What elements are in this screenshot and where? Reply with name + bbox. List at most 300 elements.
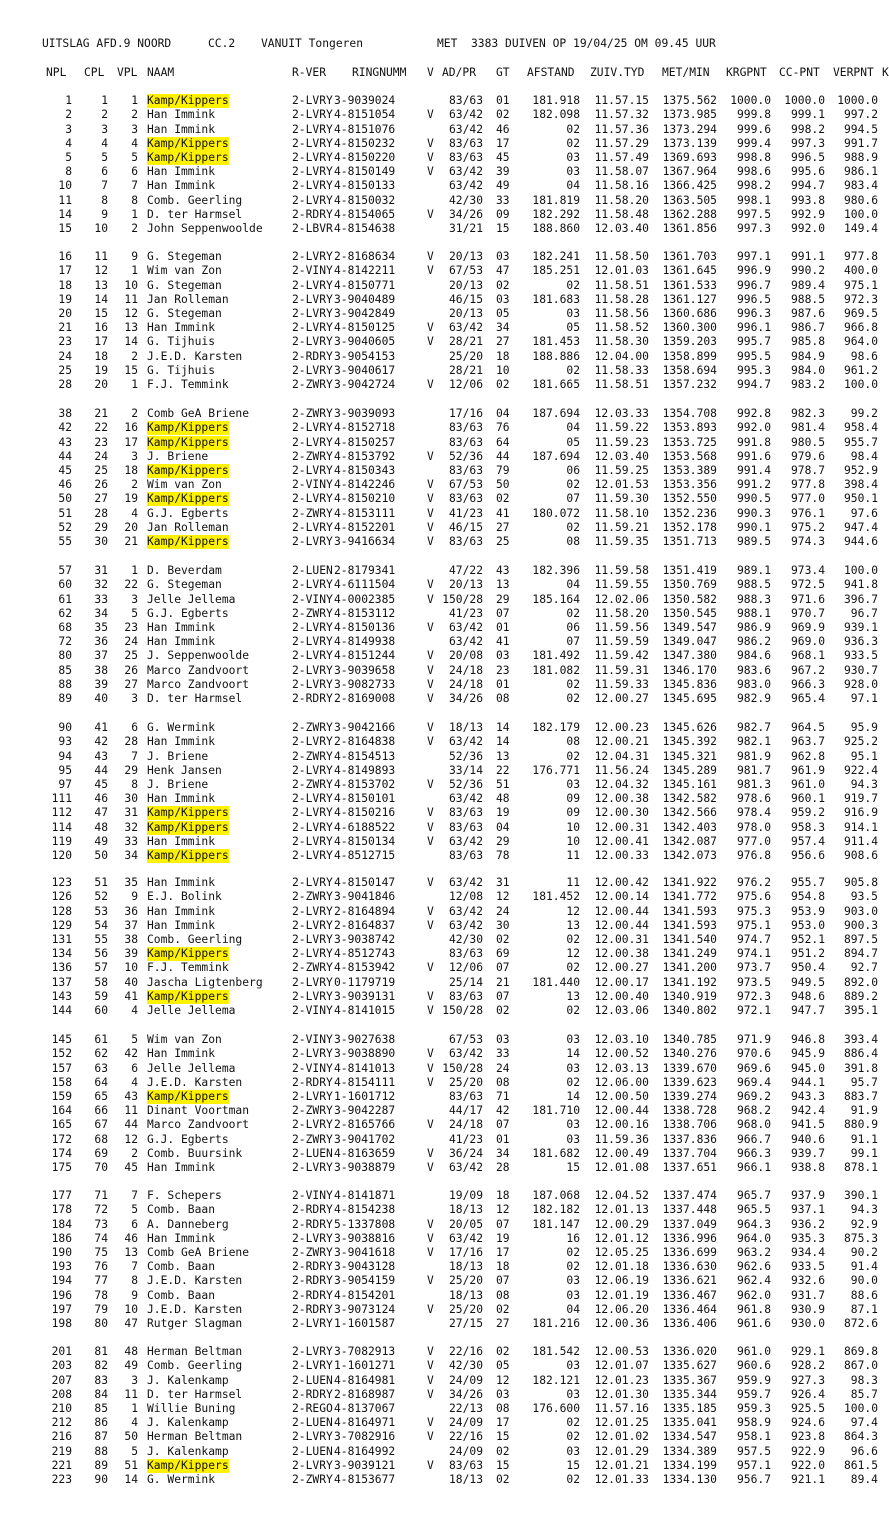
- cell-afstand: 03: [566, 1118, 580, 1132]
- cell-cpl: 31: [94, 564, 108, 577]
- cell-naam: Comb. Baan: [147, 1288, 216, 1302]
- cell-krgpnt: 975.6: [736, 890, 771, 904]
- title-count-date: MET 3383 DUIVEN OP 19/04/25 OM 09.45 UUR: [437, 37, 716, 50]
- cell-npl: 72: [58, 635, 72, 649]
- cell-cc-pnt: 947.7: [790, 1004, 825, 1018]
- cell-npl: 44: [58, 449, 72, 463]
- table-row: [0, 821, 889, 835]
- cell-afstand: 03: [566, 777, 580, 791]
- cell-naam: J.E.D. Karsten: [147, 1274, 243, 1288]
- cell-afstand: 181.918: [532, 94, 580, 107]
- cell-krgpnt: 968.0: [736, 1118, 771, 1132]
- cell-vpl: 11: [124, 292, 138, 306]
- col-krgpnt: KRGPNT: [726, 66, 767, 79]
- cell-ringnumm: 4-8152201: [334, 520, 396, 534]
- cell-krgpnt: 958.1: [736, 1430, 771, 1444]
- cell-rver: 2-LVRY: [292, 1047, 333, 1061]
- cell-cc-pnt: 943.3: [790, 1089, 825, 1103]
- cell-afstand: 16: [566, 1231, 580, 1245]
- cell-cpl: 82: [94, 1359, 108, 1373]
- cell-cpl: 6: [101, 165, 108, 179]
- cell-ringnumm: 4-8150147: [334, 876, 396, 889]
- col-metmin: MET/MIN: [662, 66, 710, 79]
- cell-krgpnt: 996.3: [736, 306, 771, 320]
- cell-adpr: 63/42: [448, 904, 483, 918]
- table-row: [0, 1303, 889, 1317]
- cell-adpr: 67/53: [448, 1033, 483, 1046]
- cell-krgpnt: 978.6: [736, 792, 771, 806]
- cell-v-flag: V: [427, 876, 434, 889]
- cell-afstand: 03: [566, 1387, 580, 1401]
- cell-v-flag: V: [427, 1359, 434, 1373]
- cell-gt: 27: [496, 1317, 510, 1331]
- cell-npl: 18: [58, 278, 72, 292]
- cell-zuiv-tyd: 12.00.44: [594, 1104, 649, 1118]
- cell-cpl: 67: [94, 1118, 108, 1132]
- table-row: [0, 1147, 889, 1161]
- cell-cc-pnt: 951.2: [790, 947, 825, 961]
- cell-gt: 47: [496, 264, 510, 278]
- cell-met-min: 1340.919: [662, 989, 717, 1003]
- cell-cc-pnt: 923.8: [790, 1430, 825, 1444]
- cell-krgpnt: 964.0: [736, 1231, 771, 1245]
- table-row: [0, 407, 889, 421]
- cell-cpl: 65: [94, 1089, 108, 1103]
- table-row: [0, 421, 889, 435]
- cell-cpl: 54: [94, 918, 108, 932]
- cell-afstand: 02: [566, 749, 580, 763]
- cell-krgpnt: 962.0: [736, 1288, 771, 1302]
- cell-ringnumm: 4-8153677: [334, 1473, 396, 1487]
- cell-krgpnt: 992.8: [736, 407, 771, 420]
- cell-vpl: 11: [124, 1387, 138, 1401]
- cell-naam: Jelle Jellema: [147, 1061, 236, 1075]
- cell-met-min: 1345.836: [662, 677, 717, 691]
- cell-cc-pnt: 992.9: [790, 207, 825, 221]
- cell-gt: 23: [496, 663, 510, 677]
- cell-krgpnt: 983.0: [736, 677, 771, 691]
- cell-vpl: 50: [124, 1430, 138, 1444]
- cell-cpl: 72: [94, 1203, 108, 1217]
- cell-cpl: 33: [94, 592, 108, 606]
- cell-gt: 24: [496, 904, 510, 918]
- cell-cpl: 85: [94, 1401, 108, 1415]
- cell-rver: 2-LVRY: [292, 492, 333, 506]
- cell-verpnt: 961.2: [843, 363, 878, 377]
- cell-cc-pnt: 979.6: [790, 449, 825, 463]
- cell-gt: 12: [496, 890, 510, 904]
- cell-adpr: 83/63: [448, 435, 483, 449]
- cell-gt: 08: [496, 1401, 510, 1415]
- cell-ringnumm: 2-8168634: [334, 250, 396, 263]
- cell-adpr: 63/42: [448, 620, 483, 634]
- cell-verpnt: 997.2: [843, 108, 878, 122]
- cell-npl: 1: [65, 94, 72, 107]
- cell-adpr: 41/23: [448, 506, 483, 520]
- table-row: [0, 1274, 889, 1288]
- cell-met-min: 1353.893: [662, 421, 717, 435]
- cell-verpnt: 916.9: [843, 806, 878, 820]
- cell-naam: Kamp/Kippers: [147, 535, 229, 549]
- cell-v-flag: V: [427, 989, 434, 1003]
- cell-cpl: 46: [94, 792, 108, 806]
- cell-adpr: 12/06: [448, 378, 483, 392]
- cell-naam: D. Beverdam: [147, 564, 222, 577]
- cell-rver: 2-VINY: [292, 1061, 333, 1075]
- cell-gt: 51: [496, 777, 510, 791]
- cell-krgpnt: 963.2: [736, 1245, 771, 1259]
- cell-met-min: 1340.802: [662, 1004, 717, 1018]
- cell-adpr: 83/63: [448, 806, 483, 820]
- cell-v-flag: V: [427, 578, 434, 592]
- cell-vpl: 27: [124, 677, 138, 691]
- cell-gt: 02: [496, 932, 510, 946]
- cell-gt: 64: [496, 435, 510, 449]
- table-row: [0, 692, 889, 706]
- cell-vpl: 9: [131, 250, 138, 263]
- col-k: K: [882, 66, 889, 79]
- cell-met-min: 1362.288: [662, 207, 717, 221]
- cell-afstand: 03: [566, 1274, 580, 1288]
- cell-krgpnt: 957.5: [736, 1444, 771, 1458]
- cell-npl: 143: [51, 989, 72, 1003]
- cell-gt: 78: [496, 849, 510, 863]
- cell-verpnt: 969.5: [843, 306, 878, 320]
- cell-afstand: 02: [566, 677, 580, 691]
- cell-afstand: 182.121: [532, 1373, 580, 1387]
- cell-vpl: 45: [124, 1161, 138, 1175]
- cell-vpl: 3: [131, 692, 138, 706]
- table-row: [0, 1062, 889, 1076]
- cell-gt: 01: [496, 677, 510, 691]
- cell-krgpnt: 994.7: [736, 378, 771, 392]
- cell-afstand: 10: [566, 834, 580, 848]
- cell-afstand: 185.251: [532, 264, 580, 278]
- cell-adpr: 34/26: [448, 1387, 483, 1401]
- cell-gt: 34: [496, 1146, 510, 1160]
- cell-adpr: 63/42: [448, 179, 483, 193]
- cell-verpnt: 939.1: [843, 620, 878, 634]
- cell-krgpnt: 962.6: [736, 1260, 771, 1274]
- cell-cpl: 89: [94, 1458, 108, 1472]
- cell-krgpnt: 977.0: [736, 834, 771, 848]
- cell-rver: 2-LVRY: [292, 421, 333, 435]
- cell-v-flag: V: [427, 735, 434, 749]
- cell-afstand: 04: [566, 421, 580, 435]
- cell-gt: 29: [496, 834, 510, 848]
- cell-naam: Comb. Geerling: [147, 932, 243, 946]
- cell-afstand: 03: [566, 165, 580, 179]
- cell-met-min: 1347.380: [662, 649, 717, 663]
- cell-naam: Han Immink: [147, 1161, 216, 1175]
- cell-met-min: 1350.769: [662, 578, 717, 592]
- cell-naam: Han Immink: [147, 635, 216, 649]
- cell-cpl: 50: [94, 849, 108, 863]
- cell-vpl: 7: [131, 749, 138, 763]
- cell-rver: 2-RDRY: [292, 1260, 333, 1274]
- cell-met-min: 1366.425: [662, 179, 717, 193]
- cell-krgpnt: 997.1: [736, 250, 771, 263]
- cell-krgpnt: 975.3: [736, 904, 771, 918]
- cell-ringnumm: 4-8512743: [334, 947, 396, 961]
- cell-krgpnt: 997.5: [736, 207, 771, 221]
- cell-cpl: 17: [94, 335, 108, 349]
- cell-adpr: 63/42: [448, 834, 483, 848]
- cell-npl: 24: [58, 349, 72, 363]
- cell-adpr: 63/42: [448, 1161, 483, 1175]
- cell-krgpnt: 986.9: [736, 620, 771, 634]
- cell-met-min: 1335.041: [662, 1416, 717, 1430]
- cell-met-min: 1345.392: [662, 735, 717, 749]
- cell-naam: Herman Beltman: [147, 1430, 243, 1444]
- cell-ringnumm: 2-8164837: [334, 918, 396, 932]
- cell-krgpnt: 965.5: [736, 1203, 771, 1217]
- cell-met-min: 1353.568: [662, 449, 717, 463]
- cell-gt: 30: [496, 918, 510, 932]
- cell-rver: 2-LVRY: [292, 806, 333, 820]
- cell-cpl: 15: [94, 306, 108, 320]
- cell-cc-pnt: 989.4: [790, 278, 825, 292]
- cell-cc-pnt: 949.5: [790, 975, 825, 989]
- table-row: [0, 1118, 889, 1132]
- cell-zuiv-tyd: 12.04.31: [594, 749, 649, 763]
- cell-afstand: 188.886: [532, 349, 580, 363]
- table-row: [0, 664, 889, 678]
- cell-cpl: 75: [94, 1245, 108, 1259]
- cell-zuiv-tyd: 11.58.33: [594, 363, 649, 377]
- cell-met-min: 1340.276: [662, 1047, 717, 1061]
- cell-zuiv-tyd: 11.59.23: [594, 435, 649, 449]
- cell-npl: 219: [51, 1444, 72, 1458]
- cell-naam: G.J. Egberts: [147, 606, 229, 620]
- cell-adpr: 150/28: [442, 1061, 483, 1075]
- cell-rver: 2-LVRY: [292, 947, 333, 961]
- cell-gt: 14: [496, 721, 510, 734]
- cell-naam: J.E.D. Karsten: [147, 349, 243, 363]
- cell-gt: 15: [496, 1430, 510, 1444]
- cell-v-flag: V: [427, 1274, 434, 1288]
- cell-cpl: 42: [94, 735, 108, 749]
- cell-zuiv-tyd: 12.01.02: [594, 1430, 649, 1444]
- cell-zuiv-tyd: 11.59.35: [594, 535, 649, 549]
- cell-ringnumm: 4-8141015: [334, 1004, 396, 1018]
- cell-afstand: 181.665: [532, 378, 580, 392]
- cell-krgpnt: 981.7: [736, 763, 771, 777]
- cell-v-flag: V: [427, 506, 434, 520]
- cell-vpl: 16: [124, 421, 138, 435]
- cell-ringnumm: 4-8150133: [334, 179, 396, 193]
- cell-vpl: 3: [131, 1373, 138, 1387]
- table-row: [0, 947, 889, 961]
- cell-v-flag: V: [427, 1061, 434, 1075]
- cell-naam: Marco Zandvoort: [147, 663, 250, 677]
- table-row: [0, 649, 889, 663]
- cell-met-min: 1342.073: [662, 849, 717, 863]
- cell-vpl: 37: [124, 918, 138, 932]
- cell-zuiv-tyd: 11.59.31: [594, 663, 649, 677]
- cell-npl: 144: [51, 1004, 72, 1018]
- cell-verpnt: 100.0: [843, 564, 878, 577]
- cell-vpl: 8: [131, 1274, 138, 1288]
- cell-verpnt: 897.5: [843, 932, 878, 946]
- cell-krgpnt: 995.5: [736, 349, 771, 363]
- cell-gt: 17: [496, 1245, 510, 1259]
- cell-gt: 05: [496, 306, 510, 320]
- cell-cpl: 74: [94, 1231, 108, 1245]
- cell-cc-pnt: 994.7: [790, 179, 825, 193]
- cell-met-min: 1354.708: [662, 407, 717, 420]
- cell-rver: 2-RDRY: [292, 1387, 333, 1401]
- table-row: [0, 1232, 889, 1246]
- cell-zuiv-tyd: 12.00.17: [594, 975, 649, 989]
- cell-afstand: 02: [566, 122, 580, 136]
- cell-krgpnt: 996.1: [736, 321, 771, 335]
- cell-cpl: 59: [94, 989, 108, 1003]
- cell-vpl: 12: [124, 306, 138, 320]
- cell-naam: G. Stegeman: [147, 578, 222, 592]
- cell-cpl: 37: [94, 649, 108, 663]
- cell-npl: 112: [51, 806, 72, 820]
- cell-npl: 85: [58, 663, 72, 677]
- cell-cpl: 26: [94, 478, 108, 492]
- cell-rver: 2-LVRY: [292, 250, 333, 263]
- cell-v-flag: V: [427, 820, 434, 834]
- cell-zuiv-tyd: 12.00.16: [594, 1118, 649, 1132]
- cell-adpr: 25/14: [448, 975, 483, 989]
- table-row: [0, 464, 889, 478]
- table-row: [0, 778, 889, 792]
- cell-afstand: 15: [566, 1161, 580, 1175]
- cell-verpnt: 875.3: [843, 1231, 878, 1245]
- cell-ringnumm: 4-8150343: [334, 463, 396, 477]
- cell-rver: 2-LVRY: [292, 735, 333, 749]
- cell-npl: 216: [51, 1430, 72, 1444]
- cell-v-flag: V: [427, 165, 434, 179]
- cell-krgpnt: 999.6: [736, 122, 771, 136]
- cell-adpr: 42/30: [448, 932, 483, 946]
- table-row: [0, 593, 889, 607]
- cell-ringnumm: 4-8150125: [334, 321, 396, 335]
- cell-zuiv-tyd: 12.04.32: [594, 777, 649, 791]
- cell-ringnumm: 3-9041618: [334, 1245, 396, 1259]
- table-row: [0, 1246, 889, 1260]
- cell-met-min: 1352.236: [662, 506, 717, 520]
- cell-rver: 2-LVRY: [292, 918, 333, 932]
- cell-met-min: 1360.686: [662, 306, 717, 320]
- cell-zuiv-tyd: 11.59.58: [594, 564, 649, 577]
- cell-zuiv-tyd: 12.03.06: [594, 1004, 649, 1018]
- cell-naam: Han Immink: [147, 735, 216, 749]
- cell-gt: 12: [496, 1373, 510, 1387]
- cell-npl: 212: [51, 1416, 72, 1430]
- cell-cpl: 24: [94, 449, 108, 463]
- cell-npl: 42: [58, 421, 72, 435]
- cell-npl: 131: [51, 932, 72, 946]
- cell-npl: 184: [51, 1217, 72, 1231]
- cell-afstand: 181.216: [532, 1317, 580, 1331]
- cell-adpr: 20/05: [448, 1217, 483, 1231]
- cell-rver: 2-VINY: [292, 592, 333, 606]
- cell-ringnumm: 5-1337808: [334, 1217, 396, 1231]
- cell-gt: 33: [496, 1047, 510, 1061]
- cell-afstand: 182.182: [532, 1203, 580, 1217]
- cell-zuiv-tyd: 12.01.33: [594, 1473, 649, 1487]
- cell-verpnt: 928.0: [843, 677, 878, 691]
- cell-verpnt: 955.7: [843, 435, 878, 449]
- cell-cc-pnt: 991.1: [790, 250, 825, 263]
- cell-vpl: 8: [131, 777, 138, 791]
- cell-npl: 5: [65, 150, 72, 164]
- cell-adpr: 34/26: [448, 692, 483, 706]
- cell-krgpnt: 996.5: [736, 292, 771, 306]
- cell-ringnumm: 3-7082913: [334, 1345, 396, 1358]
- cell-naam: J. Briene: [147, 749, 209, 763]
- cell-cpl: 18: [94, 349, 108, 363]
- cell-cc-pnt: 956.6: [790, 849, 825, 863]
- cell-zuiv-tyd: 12.00.38: [594, 792, 649, 806]
- cell-adpr: 83/63: [448, 989, 483, 1003]
- cell-ringnumm: 4-8142211: [334, 264, 396, 278]
- cell-v-flag: V: [427, 492, 434, 506]
- cell-rver: 2-REGO: [292, 1401, 333, 1415]
- cell-cc-pnt: 998.2: [790, 122, 825, 136]
- cell-krgpnt: 961.6: [736, 1317, 771, 1331]
- cell-rver: 2-ZWRY: [292, 777, 333, 791]
- cell-adpr: 17/16: [448, 1245, 483, 1259]
- table-row: [0, 521, 889, 535]
- cell-naam: F.J. Temmink: [147, 378, 229, 392]
- cell-ringnumm: 3-9038816: [334, 1231, 396, 1245]
- cell-zuiv-tyd: 11.59.25: [594, 463, 649, 477]
- cell-rver: 2-LVRY: [292, 108, 333, 122]
- cell-zuiv-tyd: 12.01.18: [594, 1260, 649, 1274]
- cell-met-min: 1341.192: [662, 975, 717, 989]
- table-row: [0, 578, 889, 592]
- cell-gt: 41: [496, 506, 510, 520]
- cell-verpnt: 400.0: [843, 264, 878, 278]
- cell-zuiv-tyd: 11.59.30: [594, 492, 649, 506]
- cell-cc-pnt: 996.5: [790, 150, 825, 164]
- cell-cpl: 86: [94, 1416, 108, 1430]
- cell-ringnumm: 4-8151076: [334, 122, 396, 136]
- cell-ringnumm: 4-8154201: [334, 1288, 396, 1302]
- cell-vpl: 21: [124, 535, 138, 549]
- cell-npl: 14: [58, 207, 72, 221]
- cell-adpr: 18/13: [448, 1288, 483, 1302]
- cell-cc-pnt: 937.9: [790, 1189, 825, 1202]
- cell-met-min: 1339.623: [662, 1075, 717, 1089]
- cell-met-min: 1342.582: [662, 792, 717, 806]
- cell-met-min: 1349.547: [662, 620, 717, 634]
- cell-naam: Comb GeA Briene: [147, 1245, 250, 1259]
- cell-v-flag: V: [427, 649, 434, 663]
- cell-cc-pnt: 932.6: [790, 1274, 825, 1288]
- cell-naam: Jascha Ligtenberg: [147, 975, 263, 989]
- cell-rver: 2-LVRY: [292, 1430, 333, 1444]
- cell-verpnt: 100.0: [843, 378, 878, 392]
- cell-afstand: 181.147: [532, 1217, 580, 1231]
- cell-met-min: 1335.185: [662, 1401, 717, 1415]
- cell-naam: Marco Zandvoort: [147, 677, 250, 691]
- cell-rver: 2-LVRY: [292, 663, 333, 677]
- cell-gt: 48: [496, 792, 510, 806]
- cell-krgpnt: 998.8: [736, 150, 771, 164]
- col-v: V: [427, 66, 434, 79]
- cell-v-flag: V: [427, 904, 434, 918]
- cell-cpl: 38: [94, 663, 108, 677]
- cell-npl: 193: [51, 1260, 72, 1274]
- cell-v-flag: V: [427, 918, 434, 932]
